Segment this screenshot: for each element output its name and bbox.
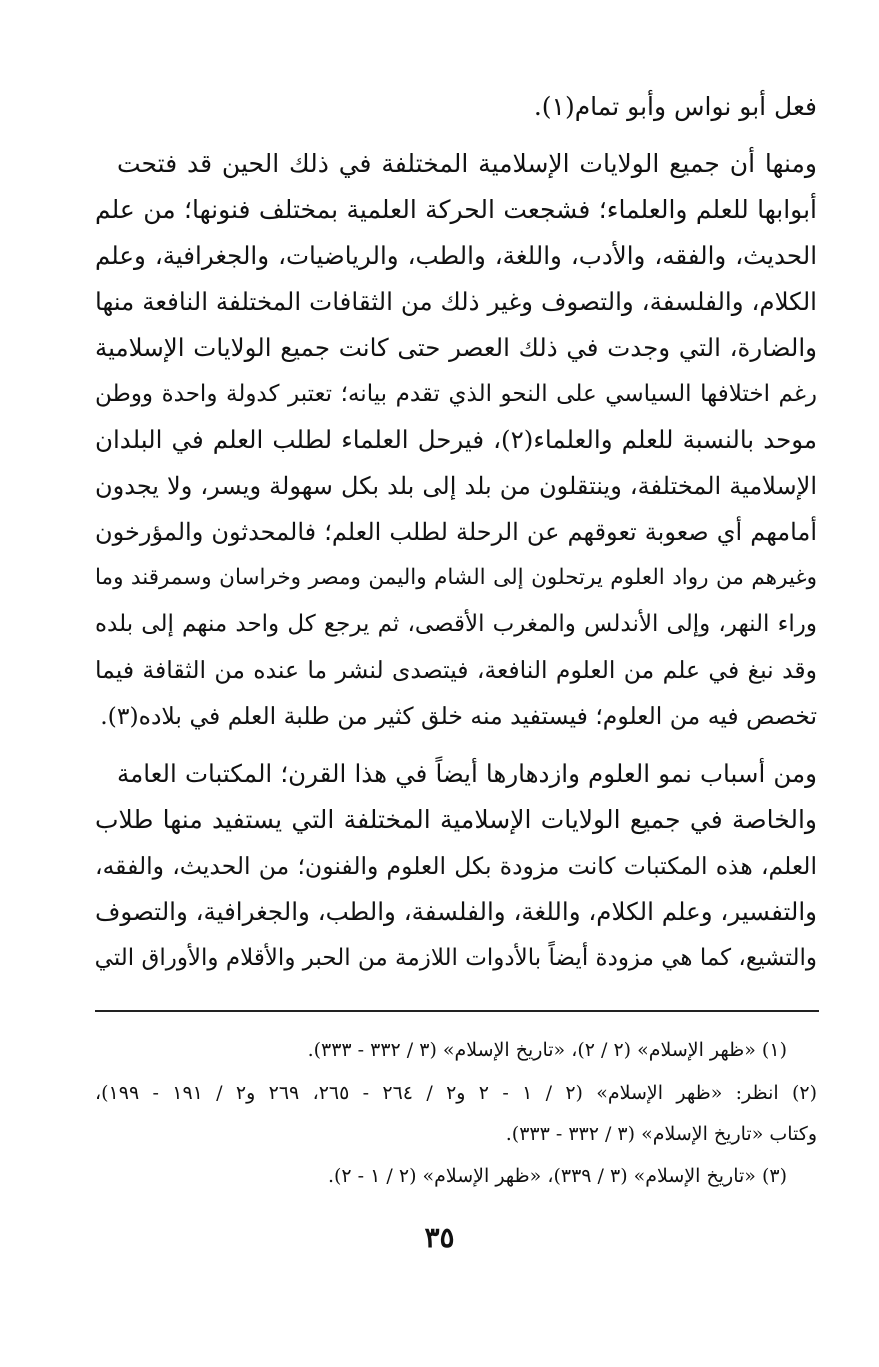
footnote-1: (١) «ظهر الإسلام» (٢ / ٢)، «تاريخ الإسلام» (٣ / ٣٣٢ - ٣٣٣). — [307, 1039, 787, 1061]
page-number: ٣٥ — [424, 1221, 455, 1254]
text-line-6: والضارة، التي وجدت في ذلك العصر حتى كانت جميع الولايات الإسلامية — [95, 333, 817, 362]
footnote-2-line-1: (٢) انظر: «ظهر الإسلام» (٢ / ١ - ٢ و٢ / ٢٦٤ - ٢٦٥، ٢٦٩ و٢ / ١٩١ - ١٩٩)، — [95, 1082, 818, 1104]
text-line-5: الكلام، والفلسفة، والتصوف وغير ذلك من الثقافات المختلفة النافعة منها — [95, 287, 817, 316]
text-line-1: فعل أبو نواس وأبو تمام(١). — [533, 92, 817, 121]
text-line-4: الحديث، والفقه، والأدب، واللغة، والطب، والرياضيات، والجغرافية، وعلم — [95, 241, 817, 270]
text-line-17: العلم، هذه المكتبات كانت مزودة بكل العلوم والفنون؛ من الحديث، والفقه، — [95, 852, 817, 880]
text-line-12: وراء النهر، وإلى الأندلس والمغرب الأقصى، ثم يرجع كل واحد منهم إلى بلده — [95, 611, 817, 637]
text-line-10: أمامهم أي صعوبة تعوقهم عن الرحلة لطلب العلم؛ فالمحدثون والمؤرخون — [95, 518, 817, 546]
footnote-3: (٣) «تاريخ الإسلام» (٣ / ٣٣٩)، «ظهر الإسلام» (٢ / ١ - ٢). — [327, 1165, 787, 1187]
text-line-13: وقد نبغ في علم من العلوم النافعة، فيتصدى لنشر ما عنده من الثقافة فيما — [95, 656, 817, 684]
text-line-2: ومنها أن جميع الولايات الإسلامية المختلفة في ذلك الحين قد فتحت — [117, 149, 817, 178]
text-line-3: أبوابها للعلم والعلماء؛ فشجعت الحركة العلمية بمختلف فنونها؛ من علم — [95, 195, 817, 224]
text-line-15: ومن أسباب نمو العلوم وازدهارها أيضاً في هذا القرن؛ المكتبات العامة — [117, 759, 817, 788]
footnote-2-line-2: وكتاب «تاريخ الإسلام» (٣ / ٣٣٢ - ٣٣٣). — [505, 1123, 817, 1145]
text-line-8: موحد بالنسبة للعلم والعلماء(٢)، فيرحل العلماء لطلب العلم في البلدان — [95, 425, 817, 454]
text-line-7: رغم اختلافها السياسي على النحو الذي تقدم بيانه؛ تعتبر كدولة واحدة ووطن — [95, 381, 817, 407]
text-line-18: والتفسير، وعلم الكلام، واللغة، والفلسفة، والطب، والجغرافية، والتصوف — [95, 897, 817, 926]
text-line-11: وغيرهم من رواد العلوم يرتحلون إلى الشام واليمن ومصر وخراسان وسمرقند وما — [95, 565, 817, 590]
text-line-19: والتشيع، كما هي مزودة أيضاً بالأدوات اللازمة من الحبر والأقلام والأوراق التي — [94, 945, 817, 971]
text-line-16: والخاصة في جميع الولايات الإسلامية المختلفة التي يستفيد منها طلاب — [95, 805, 817, 834]
text-line-14: تخصص فيه من العلوم؛ فيستفيد منه خلق كثير من طلبة العلم في بلاده(٣). — [100, 702, 817, 730]
text-line-9: الإسلامية المختلفة، وينتقلون من بلد إلى بلد بكل سهولة ويسر، ولا يجدون — [95, 472, 817, 500]
footnote-separator — [95, 1010, 819, 1012]
